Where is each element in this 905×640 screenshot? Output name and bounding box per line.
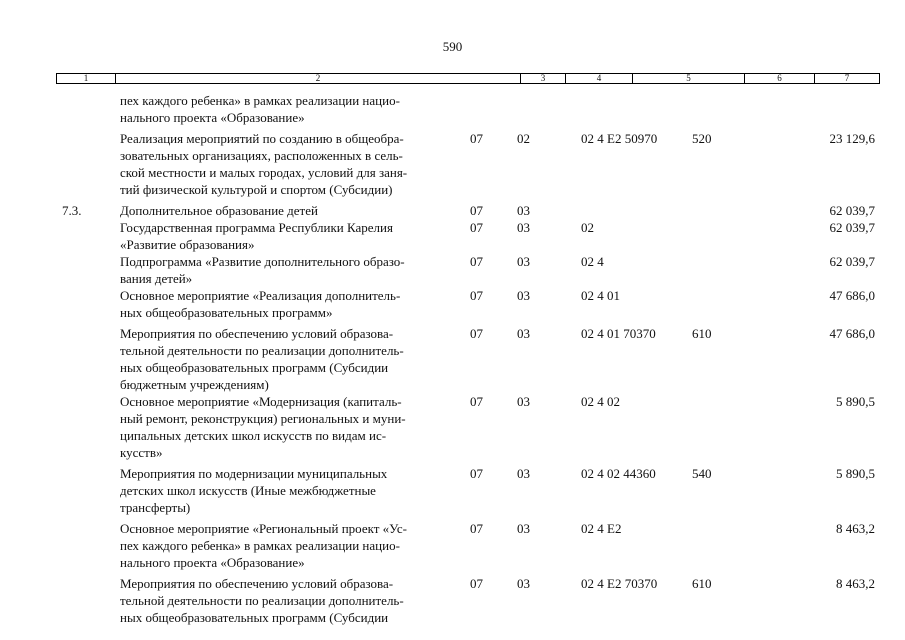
amount: 5 890,5 [836,394,875,409]
header-col-6: 6 [744,74,814,83]
amount: 23 129,6 [829,131,875,146]
item-name [120,325,465,393]
item-name-line: бюджетным учреждениям) [120,377,269,392]
item-name-line: Подпрограмма «Развитие дополнительного образо- [120,254,405,269]
table-row [0,130,905,198]
section-code: 07 [470,254,483,269]
item-name-line: «Развитие образования» [120,237,255,252]
table-row [0,219,905,253]
table-row [0,575,905,626]
item-name [120,92,465,126]
item-name-line: тельной деятельности по реализации дополнитель- [120,593,404,608]
target-article-code: 02 4 01 70370 [581,326,656,341]
section-code: 07 [470,521,483,536]
table-row [0,287,905,321]
subsection-code: 03 [517,288,530,303]
item-name-line: нального проекта «Образование» [120,555,305,570]
section-code: 07 [470,394,483,409]
table-row [0,393,905,461]
expense-type-code: 540 [692,466,712,481]
item-name-line: зовательных организациях, расположенных в сель- [120,148,403,163]
table-header [56,73,880,84]
item-name [120,287,465,321]
item-name [120,393,465,461]
item-name-line: ных общеобразовательных программ (Субсидии [120,610,389,625]
subsection-code: 03 [517,220,530,235]
item-name-line: пех каждого ребенка» в рамках реализации нацио- [120,93,400,108]
budget-table-body [0,92,905,626]
expense-type-code: 520 [692,131,712,146]
header-col-3: 3 [520,74,565,83]
item-name-line: нального проекта «Образование» [120,110,305,125]
target-article-code: 02 4 01 [581,288,620,303]
target-article-code: 02 4 02 44360 [581,466,656,481]
item-name-line: Основное мероприятие «Модернизация (капиталь- [120,394,402,409]
header-col-4: 4 [565,74,632,83]
amount: 62 039,7 [829,203,875,218]
subsection-code: 03 [517,521,530,536]
subsection-code: 03 [517,394,530,409]
header-col-1: 1 [83,73,89,83]
expense-type-code: 610 [692,576,712,591]
amount: 8 463,2 [836,576,875,591]
item-name [120,130,465,198]
subsection-code: 03 [517,326,530,341]
target-article-code: 02 4 02 [581,394,620,409]
item-name-line: Дополнительное образование детей [120,203,318,218]
section-code: 07 [470,576,483,591]
header-col-5: 5 [632,74,744,83]
item-name [120,520,465,571]
item-name-line: детских школ искусств (Иные межбюджетные [120,483,376,498]
table-row [0,202,905,219]
item-name-line: ных общеобразовательных программ» [120,305,333,320]
item-name [120,219,465,253]
item-name-line: пех каждого ребенка» в рамках реализации нацио- [120,538,400,553]
amount: 8 463,2 [836,521,875,536]
page-number: 590 [442,39,463,54]
item-name-line: тий физической культурой и спортом (Субсидии) [120,182,393,197]
item-name [120,253,465,287]
item-name-line: ципальных детских школ искусств по видам ис- [120,428,387,443]
subsection-code: 03 [517,466,530,481]
item-name-line: ный ремонт, реконструкция) региональных и муни- [120,411,406,426]
table-row [0,253,905,287]
item-name [120,575,465,626]
item-name-line: Реализация мероприятий по созданию в общеобра- [120,131,404,146]
table-row [0,520,905,571]
table-row [0,325,905,393]
table-row [0,465,905,516]
item-name-line: Основное мероприятие «Реализация дополнитель- [120,288,401,303]
subsection-code: 03 [517,576,530,591]
item-name-line: трансферты) [120,500,191,515]
target-article-code: 02 [581,220,594,235]
amount: 47 686,0 [829,288,875,303]
header-col-7: 7 [814,74,879,83]
table-row [0,92,905,126]
subsection-code: 03 [517,254,530,269]
item-name-line: Мероприятия по обеспечению условий образова- [120,326,394,341]
item-name-line: ных общеобразовательных программ (Субсидии [120,360,389,375]
item-name [120,465,465,516]
item-name-line: Основное мероприятие «Региональный проект «Ус- [120,521,407,536]
target-article-code: 02 4 E2 [581,521,622,536]
section-code: 07 [470,466,483,481]
item-name-line: Мероприятия по обеспечению условий образова- [120,576,394,591]
item-name-line: ской местности и малых городах, условий для заня- [120,165,408,180]
subsection-code: 03 [517,203,530,218]
section-code: 07 [470,203,483,218]
item-name-line: кусств» [120,445,163,460]
item-name-line: Мероприятия по модернизации муниципальных [120,466,388,481]
section-code: 07 [470,220,483,235]
section-code: 07 [470,288,483,303]
section-code: 07 [470,326,483,341]
item-name-line: вания детей» [120,271,193,286]
row-number: 7.3. [62,203,82,218]
amount: 5 890,5 [836,466,875,481]
amount: 47 686,0 [829,326,875,341]
subsection-code: 02 [517,131,530,146]
item-name [120,202,465,219]
target-article-code: 02 4 [581,254,604,269]
expense-type-code: 610 [692,326,712,341]
target-article-code: 02 4 E2 50970 [581,131,658,146]
item-name-line: Государственная программа Республики Карелия [120,220,393,235]
amount: 62 039,7 [829,254,875,269]
item-name-line: тельной деятельности по реализации дополнитель- [120,343,404,358]
header-col-2: 2 [115,74,520,83]
section-code: 07 [470,131,483,146]
target-article-code: 02 4 E2 70370 [581,576,658,591]
amount: 62 039,7 [829,220,875,235]
